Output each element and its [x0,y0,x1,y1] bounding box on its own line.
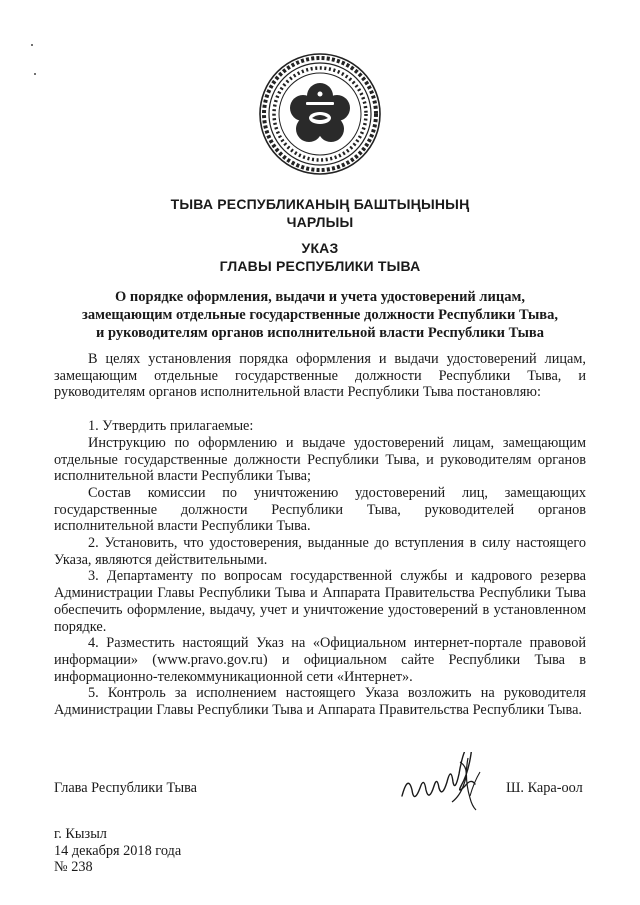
decree-title-line: и руководителям органов исполнительной власти Республики Тыва [95,325,545,341]
scan-speck [34,73,36,75]
signatory-position: Глава Республики Тыва [54,780,197,796]
tuvan-header-line1: ТЫВА РЕСПУБЛИКАНЫҢ БАШТЫҢЫНЫҢ [170,196,470,212]
clause-3: 3. Департаменту по вопросам государственной службы и кадрового резерва Администрации Главы Республики Тыва и Аппарата Правительства Республики Тыва обеспечить оформление, выдачу, учет и уничтожение удостоверений в установленном порядке. [54,568,586,635]
clause-1b: Состав комиссии по уничтожению удостоверений лиц, замещающих государственные должности Республики Тыва, руководителей органов исполнительной власти Республики Тыва. [54,484,586,535]
decree-title [40,288,600,342]
preamble-paragraph: В целях установления порядка оформления и выдачи удостоверений лицам, замещающим отдельные государственные должности Республики Тыва, и руководителям органов исполнительной власти Республики Тыва постановляю: [54,351,586,401]
decree-header-line1: УКАЗ [301,240,339,256]
clause-1: 1. Утвердить прилагаемые: [88,418,254,435]
decree-date: 14 декабря 2018 года [54,842,182,859]
clause-2: 2. Установить, что удостоверения, выданные до вступления в силу настоящего Указа, являются действительными. [54,535,586,568]
decree-title-line: замещающим отдельные государственные должности Республики Тыва, [82,307,558,323]
decree-title-line: О порядке оформления, выдачи и учета удостоверений лицам, [115,289,525,305]
scan-speck [31,44,33,46]
decree-footer [54,826,181,876]
tuvan-header-line2: ЧАРЛЫЫ [286,214,354,230]
decree-body [54,351,586,719]
signatory-name: Ш. Кара-оол [506,780,583,796]
decree-city: г. Кызыл [54,826,107,842]
clause-4: 4. Разместить настоящий Указ на «Официальном интернет-портале правовой информации» (www.pravo.gov.ru) и официальном сайте Республики Тыва в информационно-телекоммуникационной сети «Интернет». [54,635,586,685]
clause-5: 5. Контроль за исполнением настоящего Указа возложить на руководителя Администрации Главы Республики Тыва и Аппарата Правительства Республики Тыва. [54,685,586,719]
decree-number: № 238 [54,859,93,876]
handwritten-signature-icon [398,752,494,814]
clause-1a: Инструкцию по оформлению и выдаче удостоверений лицам, замещающим отдельные государственные должности Республики Тыва, и руководителям органов исполнительной власти Республики Тыва; [54,434,586,485]
decree-header-line2: ГЛАВЫ РЕСПУБЛИКИ ТЫВА [219,258,421,274]
republic-of-tuva-emblem-icon [258,52,382,176]
